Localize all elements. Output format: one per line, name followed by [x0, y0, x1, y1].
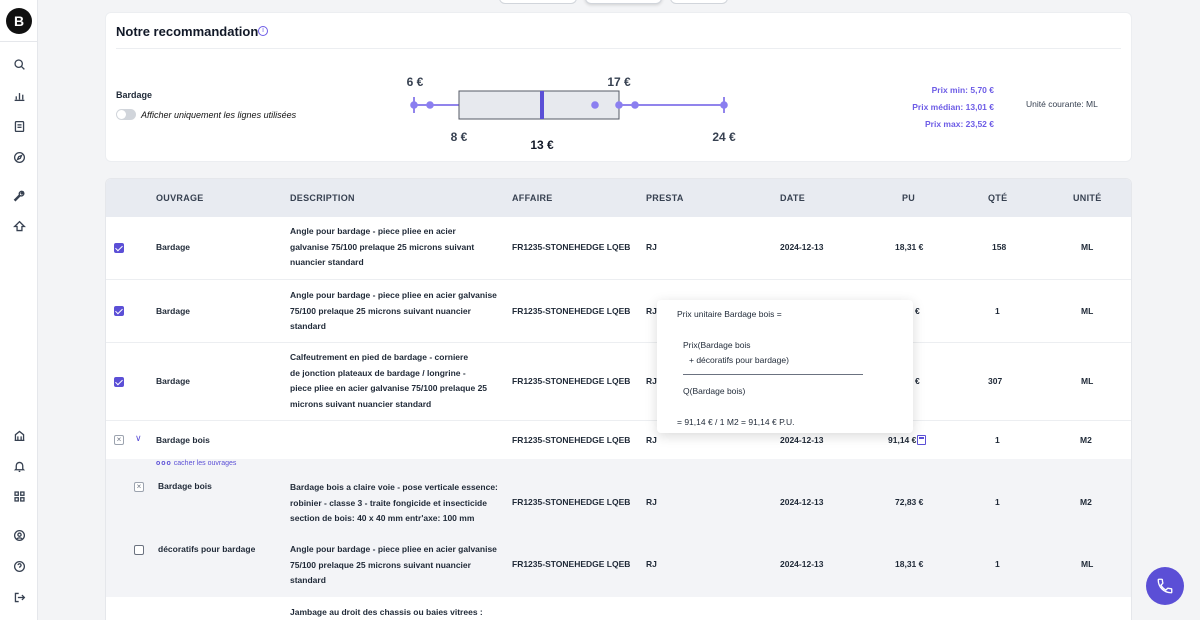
sub-rows-container — [106, 459, 1131, 597]
call-button[interactable] — [1146, 567, 1184, 605]
cell-date: 2024-12-13 — [780, 242, 824, 252]
top-tab[interactable] — [499, 0, 577, 4]
description-line: Calfeutrement en pied de bardage - corniere — [290, 352, 469, 362]
row-checkbox[interactable] — [114, 243, 124, 253]
cell-pu: 91,14 € — [888, 435, 917, 445]
user-icon[interactable] — [11, 527, 27, 543]
cell-pu: € — [915, 376, 920, 386]
description-line: 75/100 prelaque 25 microns suivant nuancier — [290, 305, 471, 316]
sub-cell-date: 2024-12-13 — [780, 497, 824, 507]
sub-cell-unite: ML — [1081, 559, 1094, 569]
building-icon[interactable] — [11, 427, 27, 443]
ouvrages-table — [105, 178, 1132, 620]
tooltip-line: + décoratifs pour bardage) — [689, 355, 789, 365]
cell-affaire: FR1235-STONEHEDGE LQEB — [512, 242, 631, 252]
cell-description — [290, 288, 505, 335]
header-presta[interactable]: PRESTA — [646, 193, 684, 203]
description-line: Bardage bois a claire voie - pose verticale essence: — [290, 482, 498, 492]
cell-affaire: FR1235-STONEHEDGE LQEB — [512, 376, 631, 386]
header-pu[interactable]: PU — [902, 193, 916, 203]
cell-unite: M2 — [1080, 435, 1092, 445]
tooltip-line: Prix unitaire Bardage bois = — [677, 309, 782, 319]
home-upload-icon[interactable] — [11, 218, 27, 234]
description-line: microns suivant nuancier standard — [290, 398, 432, 409]
header-qte[interactable]: QTÉ — [988, 193, 1008, 203]
hide-ouvrages-link[interactable] — [156, 460, 236, 467]
top-tab-active[interactable] — [585, 0, 662, 4]
dots-icon: ooo — [156, 460, 172, 467]
cell-qte: 158 — [992, 242, 1007, 252]
cell-qte: 1 — [995, 435, 1000, 445]
table-row-group[interactable] — [106, 421, 1131, 459]
description-line: galvanise 75/100 prelaque 25 microns suivant — [290, 241, 475, 252]
sub-cell-ouvrage: décoratifs pour bardage — [158, 544, 256, 554]
boxplot-label-median: 13 € — [530, 138, 554, 152]
cell-pu: € — [915, 306, 920, 316]
table-row[interactable] — [106, 217, 1131, 280]
cell-presta: RJ — [646, 435, 657, 445]
table-row[interactable] — [106, 343, 1131, 421]
header-affaire[interactable]: AFFAIRE — [512, 193, 553, 203]
cell-description — [290, 350, 500, 412]
stat-max: Prix max: 23,52 € — [925, 119, 994, 129]
document-icon[interactable] — [11, 118, 27, 134]
help-icon[interactable] — [11, 558, 27, 574]
description-line: standard — [290, 321, 326, 331]
boxplot-point — [631, 101, 639, 109]
sub-cell-presta: RJ — [646, 497, 657, 507]
description-line: nuancier standard — [290, 257, 364, 267]
sub-cell-ouvrage: Bardage bois — [158, 481, 212, 491]
boxplot-label-max: 24 € — [712, 130, 736, 144]
description-line: Angle pour bardage - piece pliee en acier galvanise — [290, 544, 497, 554]
pu-formula-tooltip — [657, 300, 913, 433]
cell-unite: ML — [1081, 242, 1094, 252]
tooltip-line: = 91,14 € / 1 M2 = 91,14 € P.U. — [677, 417, 795, 427]
sub-cell-pu: 18,31 € — [895, 559, 924, 569]
app-logo[interactable]: B — [6, 8, 32, 34]
sub-cell-affaire: FR1235-STONEHEDGE LQEB — [512, 559, 631, 569]
phone-icon — [1156, 577, 1174, 595]
description-line: Angle pour bardage - piece pliee en acier galvanise — [290, 290, 497, 300]
hide-label: cacher les ouvrages — [173, 460, 237, 467]
sub-cell-pu: 72,83 € — [895, 497, 924, 507]
tooltip-line: Q(Bardage bois) — [683, 386, 746, 396]
boxplot-label-q3: 17 € — [607, 75, 631, 89]
cell-affaire: FR1235-STONEHEDGE LQEB — [512, 435, 631, 445]
sub-cell-affaire: FR1235-STONEHEDGE LQEB — [512, 497, 631, 507]
cell-unite: ML — [1081, 306, 1094, 316]
sub-cell-description — [290, 542, 505, 589]
boxplot-point — [426, 101, 434, 109]
header-description[interactable]: DESCRIPTION — [290, 193, 355, 203]
search-icon[interactable] — [11, 56, 27, 72]
sidebar — [0, 0, 38, 620]
description-line: 75/100 prelaque 25 microns suivant nuancier — [290, 559, 471, 570]
cell-date: 2024-12-13 — [780, 435, 824, 445]
grid-icon[interactable] — [11, 488, 27, 504]
section-label: Bardage — [116, 90, 153, 100]
sub-cell-description — [290, 480, 505, 527]
cell-qte: 1 — [995, 306, 1000, 316]
table-row[interactable] — [106, 280, 1131, 343]
cell-ouvrage: Bardage bois — [156, 435, 210, 445]
logout-icon[interactable] — [11, 589, 27, 605]
stat-min: Prix min: 5,70 € — [931, 85, 994, 95]
cell-ouvrage: Bardage — [156, 376, 191, 386]
cell-presta: RJ — [646, 306, 657, 316]
description-line: standard — [290, 575, 326, 585]
cell-ouvrage: Bardage — [156, 242, 191, 252]
row-checkbox[interactable] — [114, 377, 124, 387]
bell-icon[interactable] — [11, 458, 27, 474]
sub-cell-unite: M2 — [1080, 497, 1092, 507]
cell-pu: 18,31 € — [895, 242, 924, 252]
row-checkbox[interactable] — [114, 306, 124, 316]
boxplot-point — [615, 101, 623, 109]
toggle-label: Afficher uniquement les lignes utilisées — [141, 110, 297, 120]
boxplot-label-q1: 8 € — [450, 130, 468, 144]
tooltip-line: Prix(Bardage bois — [683, 340, 751, 350]
chart-icon[interactable] — [11, 87, 27, 103]
price-boxplot — [406, 73, 746, 163]
cell-ouvrage: Bardage — [156, 306, 191, 316]
description-line: robinier - classe 3 - traite fongicide et insecticide — [290, 497, 487, 508]
cell-affaire: FR1235-STONEHEDGE LQEB — [512, 306, 631, 316]
header-unite[interactable]: UNITÉ — [1073, 193, 1102, 203]
boxplot-point — [720, 101, 728, 109]
calculator-icon[interactable] — [917, 435, 926, 445]
boxplot-point — [410, 101, 418, 109]
recommendation-card — [105, 12, 1132, 162]
row-exclude-checkbox[interactable]: × — [114, 435, 124, 445]
description-line: section de bois: 40 x 40 mm entr'axe: 100 mm — [290, 513, 475, 523]
cell-description: Jambage au droit des chassis ou baies vitrees : — [290, 607, 483, 617]
sub-cell-qte: 1 — [995, 497, 1000, 507]
fraction-bar — [683, 374, 863, 375]
table-row[interactable] — [106, 597, 1131, 620]
description-line: Angle pour bardage - piece pliee en acier — [290, 226, 456, 236]
card-divider — [116, 48, 1121, 49]
table-header — [106, 179, 1131, 217]
card-title: Notre recommandation — [116, 24, 259, 39]
sub-cell-date: 2024-12-13 — [780, 559, 824, 569]
cell-unite: ML — [1081, 376, 1094, 386]
sub-cell-presta: RJ — [646, 559, 657, 569]
sub-row-exclude-checkbox[interactable]: × — [134, 482, 144, 492]
compass-icon[interactable] — [11, 149, 27, 165]
top-tab[interactable] — [670, 0, 728, 4]
header-ouvrage[interactable]: OUVRAGE — [156, 193, 204, 203]
cell-description — [290, 224, 500, 271]
price-stats — [912, 82, 994, 133]
header-date[interactable]: DATE — [780, 193, 806, 203]
info-icon[interactable]: i — [258, 26, 268, 36]
wrench-icon[interactable] — [11, 188, 27, 204]
sub-cell-qte: 1 — [995, 559, 1000, 569]
chevron-down-icon[interactable]: ∨ — [135, 433, 142, 443]
description-line: piece pliee en acier galvanise 75/100 prelaque 25 — [290, 383, 488, 393]
boxplot-label-min: 6 € — [406, 75, 424, 89]
cell-presta: RJ — [646, 376, 657, 386]
boxplot-point — [591, 101, 599, 109]
unit-courante: Unité courante: ML — [1026, 99, 1098, 109]
stat-median: Prix médian: 13,01 € — [912, 102, 994, 112]
sidebar-divider — [0, 41, 38, 42]
sub-row-checkbox[interactable] — [134, 545, 144, 555]
cell-qte: 307 — [988, 376, 1003, 386]
cell-presta: RJ — [646, 242, 657, 252]
description-line: de jonction plateaux de bardage / longrine - — [290, 367, 466, 378]
used-lines-toggle[interactable] — [116, 109, 136, 120]
